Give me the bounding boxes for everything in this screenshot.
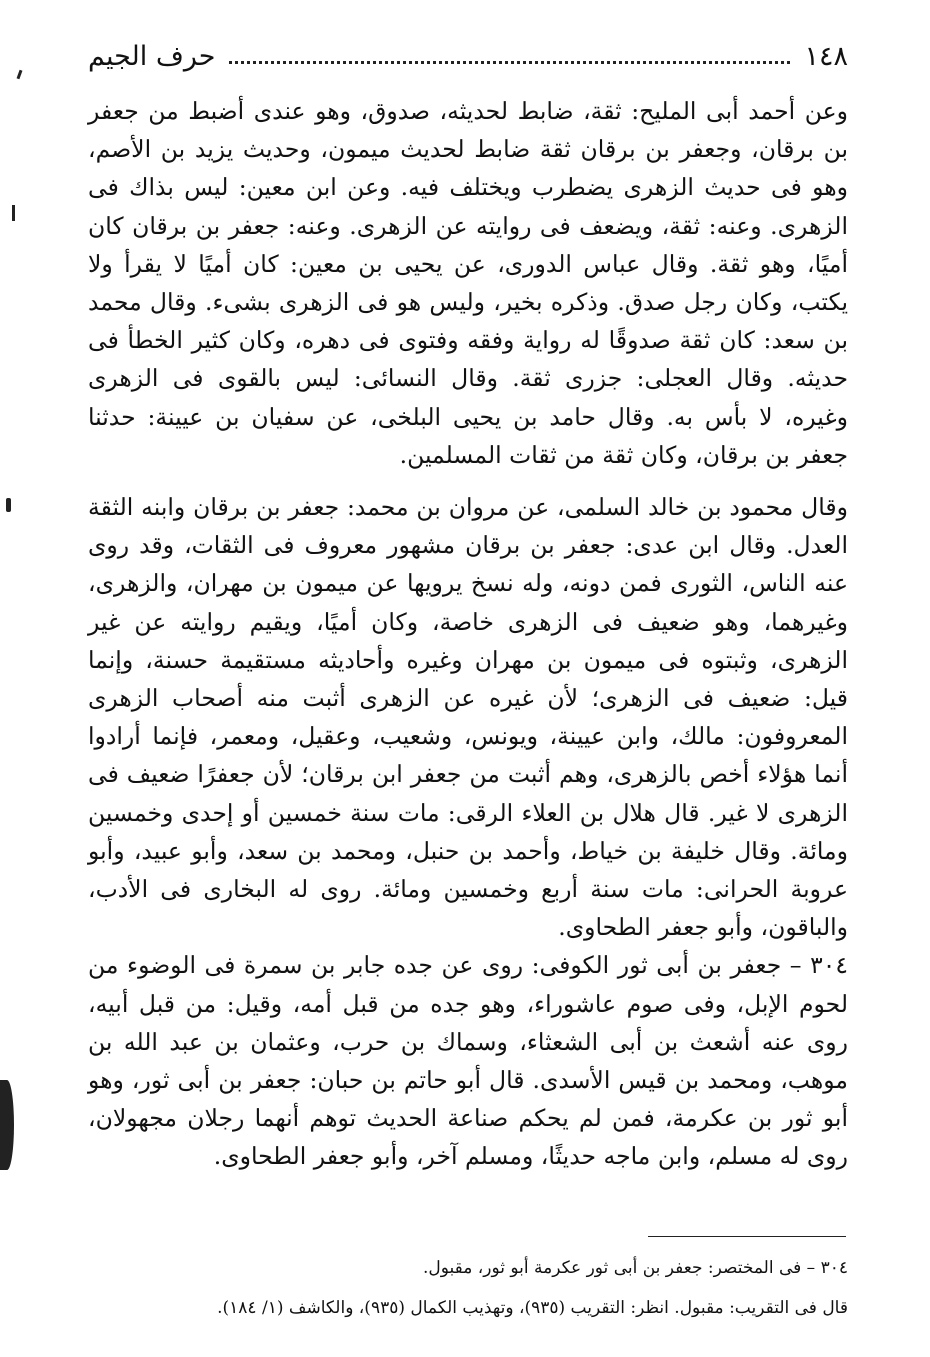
paragraph-2: وقال محمود بن خالد السلمى، عن مروان بن محمد: جعفر بن برقان وابنه الثقة العدل. وقال ابن عدى: جعفر بن برقان مشهور معروف فى الثقات، وقد روى عنه الناس، الثورى فمن دونه، وله نسخ يرويها عن ميمون بن مهران، والزهرى، وغيرهما، وهو ضعيف فى الزهرى خاصة، وكان أميًا، ويقيم روايته عن غير الزهرى، وثبتوه فى ميمون بن مهران وغيره وأحاديثه مستقيمة حسنة، وإنما قيل: ضعيف فى الزهرى؛ لأن غيره عن الزهرى أثبت منه أصحاب الزهرى المعروفون: مالك، وابن عيينة، ويونس، وشعيب، وعقيل، ومعمر، فإنما أرادوا أنما هؤلاء أخص بالزهرى، وهم أثبت من جعفر ابن برقان؛ لأن جعفرًا ضعيف فى الزهرى لا غير. قال هلال بن العلاء الرقى: مات سنة خمسين أو إحدى وخمسين ومائة. وقال خليفة بن خياط، وأحمد بن حنبل، ومحمد بن سعد، وأبو عبيد، وأبو عروبة الحرانى: مات سنة أربع وخمسين ومائة. روى له البخارى فى الأدب، والباقون، وأبو جعفر الطحاوى. bbox=[88, 493, 848, 942]
scan-mark bbox=[17, 70, 23, 79]
entry-304-text: جعفر بن أبى ثور الكوفى: روى عن جده جابر بن سمرة فى الوضوء من لحوم الإبل، وفى صوم عاشوراء، وهو جده من قبل أمه، وقيل: من قبل أبيه، روى عنه أشعث بن أبى الشعثاء، وسماك بن حرب، وعثمان بن عبد الله بن موهب، ومحمد بن قيس الأسدى. قال أبو حاتم بن حبان: جعفر بن أبى ثور، وهو أبو ثور بن عكرمة، فمن لم يحكم صناعة الحديث توهم أنهما رجلان مجهولان، روى له مسلم، وابن ماجه حديثًا، ومسلم آخر، وأبو جعفر الطحاوى. bbox=[88, 951, 848, 1171]
running-title: حرف الجيم bbox=[88, 40, 216, 72]
footnotes bbox=[88, 1248, 848, 1328]
header-dotted-leader bbox=[229, 61, 790, 64]
entry-304 bbox=[88, 946, 848, 1175]
scan-mark bbox=[6, 498, 11, 512]
footnote-2: قال فى التقريب: مقبول. انظر: التقريب (٩٣٥)، وتهذيب الكمال (٩٣٥)، والكاشف (١/ ١٨٤). bbox=[217, 1298, 848, 1318]
page-header bbox=[88, 36, 848, 76]
paragraph-1: وعن أحمد أبى المليح: ثقة، ضابط لحديثه، صدوق، وهو عندى أضبط من جعفر بن برقان، وجعفر بن برقان ثقة ضابط لحديث ميمون، وحديث يزيد بن الأصم، وهو فى حديث الزهرى يضطرب ويختلف فيه. وعن ابن معين: ليس بذاك فى الزهرى. وعنه: ثقة، ويضعف فى روايته عن الزهرى. وعنه: جعفر بن برقان كان أميًا، وهو ثقة. وقال عباس الدورى، عن يحيى بن معين: كان أميًا لا يقرأ ولا يكتب، وكان رجل صدق. وذكره بخير، وليس هو فى الزهرى بشىء. وقال محمد بن سعد: كان ثقة صدوقًا له رواية وفقه وفتوى فى دهره، وكان كثير الخطأ فى حديثه. وقال العجلى: جزرى ثقة. وقال النسائى: ليس بالقوى فى الزهرى وغيره، لا بأس به. وقال حامد بن يحيى البلخى، عن سفيان بن عيينة: حدثنا جعفر بن برقان، وكان ثقة من ثقات المسلمين. bbox=[88, 97, 848, 469]
scan-edge-shadow bbox=[0, 1080, 14, 1170]
footnote-separator bbox=[648, 1236, 846, 1237]
scan-mark bbox=[12, 205, 15, 221]
entry-number: ٣٠٤ – bbox=[789, 951, 848, 980]
page-number: ١٤٨ bbox=[804, 40, 848, 72]
main-text bbox=[88, 92, 848, 1176]
footnote-1: ٣٠٤ – فى المختصر: جعفر بن أبى ثور عكرمة أبو ثور، مقبول. bbox=[423, 1258, 848, 1278]
